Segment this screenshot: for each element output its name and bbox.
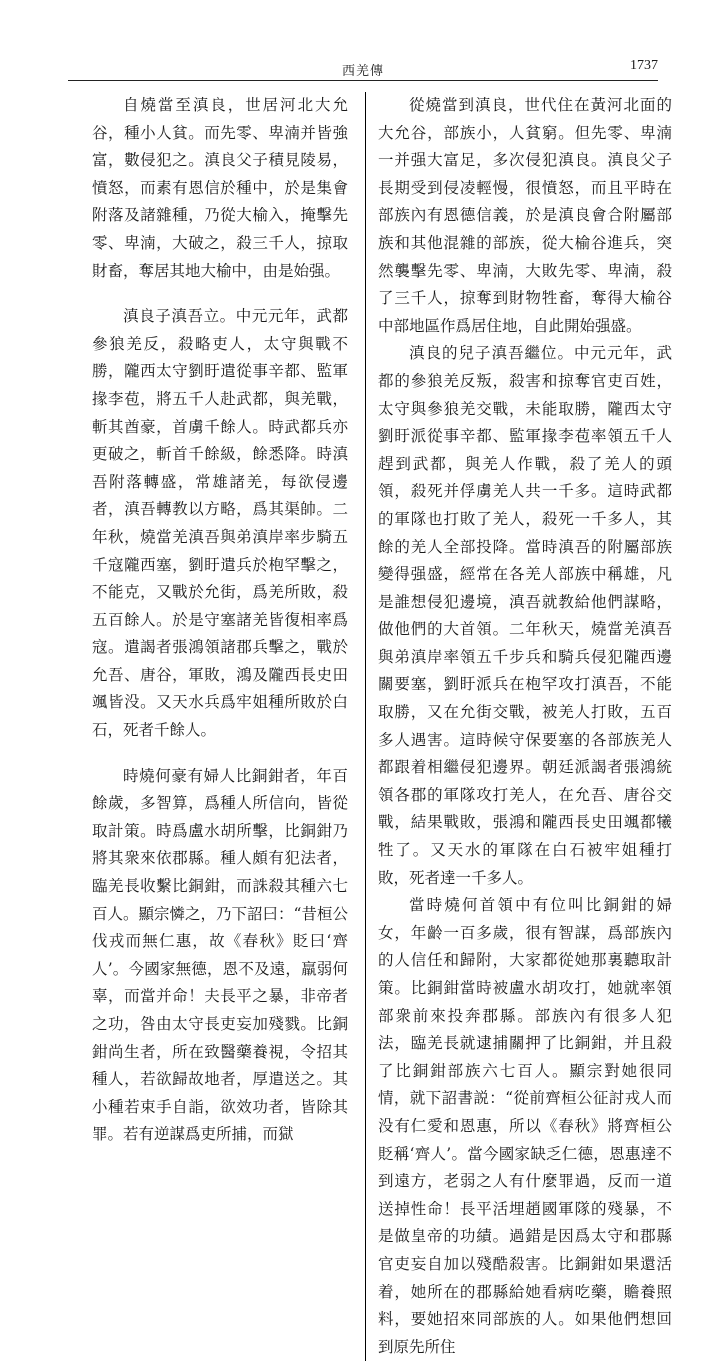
classical-paragraph-2: 滇良子滇吾立。中元元年，武都參狼羌反，殺略吏人，太守與戰不勝，隴西太守劉盱遣從事辛都、監軍掾李苞，將五千人赴武都，與羌戰，斬其酋豪，首虜千餘人。時武都兵亦更破之，斬首千餘級，餘悉降。時滇吾附落轉盛，常雄諸羌，每欲侵邊者，滇吾轉教以方略，爲其渠帥。二年秋，燒當羌滇吾與弟滇岸率步騎五千寇隴西塞，劉盱遣兵於枹罕擊之，不能克，又戰於允街，爲羌所敗，殺五百餘人。於是守塞諸羌皆復相率爲寇。遣謁者張鴻領諸郡兵擊之，戰於允吾、唐谷，軍敗，鴻及隴西長史田颯皆没。又天水兵爲牢姐種所敗於白石，死者千餘人。 xyxy=(92,307,348,740)
classical-text-column xyxy=(92,92,348,1149)
translation-paragraph-1: 從燒當到滇良，世代住在黃河北面的大允谷，部族小，人貧窮。但先零、卑湳一并强大富足，多次侵犯滇良。滇良父子長期受到侵凌輕慢，很憤怒，而且平時在部族內有恩德信義，於是滇良會合附屬部族和其他混雜的部族，從大榆谷進兵，突然襲擊先零、卑湳，大敗先零、卑湳，殺了三千人，掠奪到財物牲畜，奪得大榆谷中部地區作爲居住地，自此開始强盛。 xyxy=(378,96,672,335)
running-title: 西羌傳 xyxy=(341,64,384,79)
translation-paragraph-3: 當時燒何首領中有位叫比銅鉗的婦女，年齡一百多歲，很有智謀，爲部族內的人信任和歸附，大家都從她那裏聽取計策。比銅鉗當時被盧水胡攻打，她就率領部衆前來投奔郡縣。部族內有很多人犯法，臨羌長就逮捕關押了比銅鉗，并且殺了比銅鉗部族六七百人。顯宗對她很同情，就下詔書説：“從前齊桓公征討戎人而没有仁愛和恩惠，所以《春秋》將齊桓公貶稱‘齊人’。當今國家缺乏仁德，恩惠達不到遠方，老弱之人有什麼罪過，反而一道送掉性命！長平活埋趙國軍隊的殘暴，不是做皇帝的功績。過錯是因爲太守和郡縣官吏妄自加以殘酷殺害。比銅鉗如果還活着，她所在的郡縣給她看病吃藥，贍養照料，要她招來同部族的人。如果他們想回到原先所住 xyxy=(378,896,672,1356)
translation-paragraph-2: 滇良的兒子滇吾繼位。中元元年，武都的參狼羌反叛，殺害和掠奪官吏百姓，太守與參狼羌交戰，未能取勝，隴西太守劉盱派從事辛都、監軍掾李苞率領五千人趕到武都，與羌人作戰，殺了羌人的頭領，殺死并俘虜羌人共一千多。這時武都的軍隊也打敗了羌人，殺死一千多人，其餘的羌人全部投降。當時滇吾的附屬部族變得强盛，經常在各羌人部族中稱雄，凡是誰想侵犯邊境，滇吾就教給他們謀略，做他們的大首領。二年秋天，燒當羌滇吾與弟滇岸率領五千步兵和騎兵侵犯隴西邊關要塞，劉盱派兵在枹罕攻打滇吾，不能取勝，又在允街交戰，被羌人打敗，五百多人遇害。這時候守保要塞的各部族羌人都跟着相繼侵犯邊界。朝廷派謁者張鴻統領各郡的軍隊攻打羌人，在允吾、唐谷交戰，結果戰敗，張鴻和隴西長史田颯都犧牲了。又天水的軍隊在白石被牢姐種打敗，死者達一千多人。 xyxy=(378,344,672,887)
classical-paragraph-3: 時燒何豪有婦人比銅鉗者，年百餘歲，多智算，爲種人所信向，皆從取計策。時爲盧水胡所擊，比銅鉗乃將其衆來依郡縣。種人頗有犯法者，臨羌長收繫比銅鉗，而誅殺其種六七百人。顯宗憐之，乃下詔曰：“昔桓公伐戎而無仁惠，故《春秋》貶曰‘齊人’。今國家無德，恩不及遠，羸弱何辜，而當并命！夫長平之暴，非帝者之功，咎由太守長吏妄加殘戮。比銅鉗尚生者，所在致醫藥養視，令招其種人，若欲歸故地者，厚遣送之。其小種若束手自詣，欲效功者，皆除其罪。若有逆謀爲吏所捕，而獄 xyxy=(92,766,348,1144)
classical-paragraph-1: 自燒當至滇良，世居河北大允谷，種小人貧。而先零、卑湳并皆強富，數侵犯之。滇良父子積見陵易，憤怒，而素有恩信於種中，於是集會附落及諸雜種，乃從大榆入，掩擊先零、卑湳，大破之，殺三千人，掠取財畜，奪居其地大榆中，由是始强。 xyxy=(92,96,348,280)
translation-text-column xyxy=(365,92,672,1361)
page-number: 1737 xyxy=(630,58,658,73)
page-header xyxy=(68,58,658,81)
